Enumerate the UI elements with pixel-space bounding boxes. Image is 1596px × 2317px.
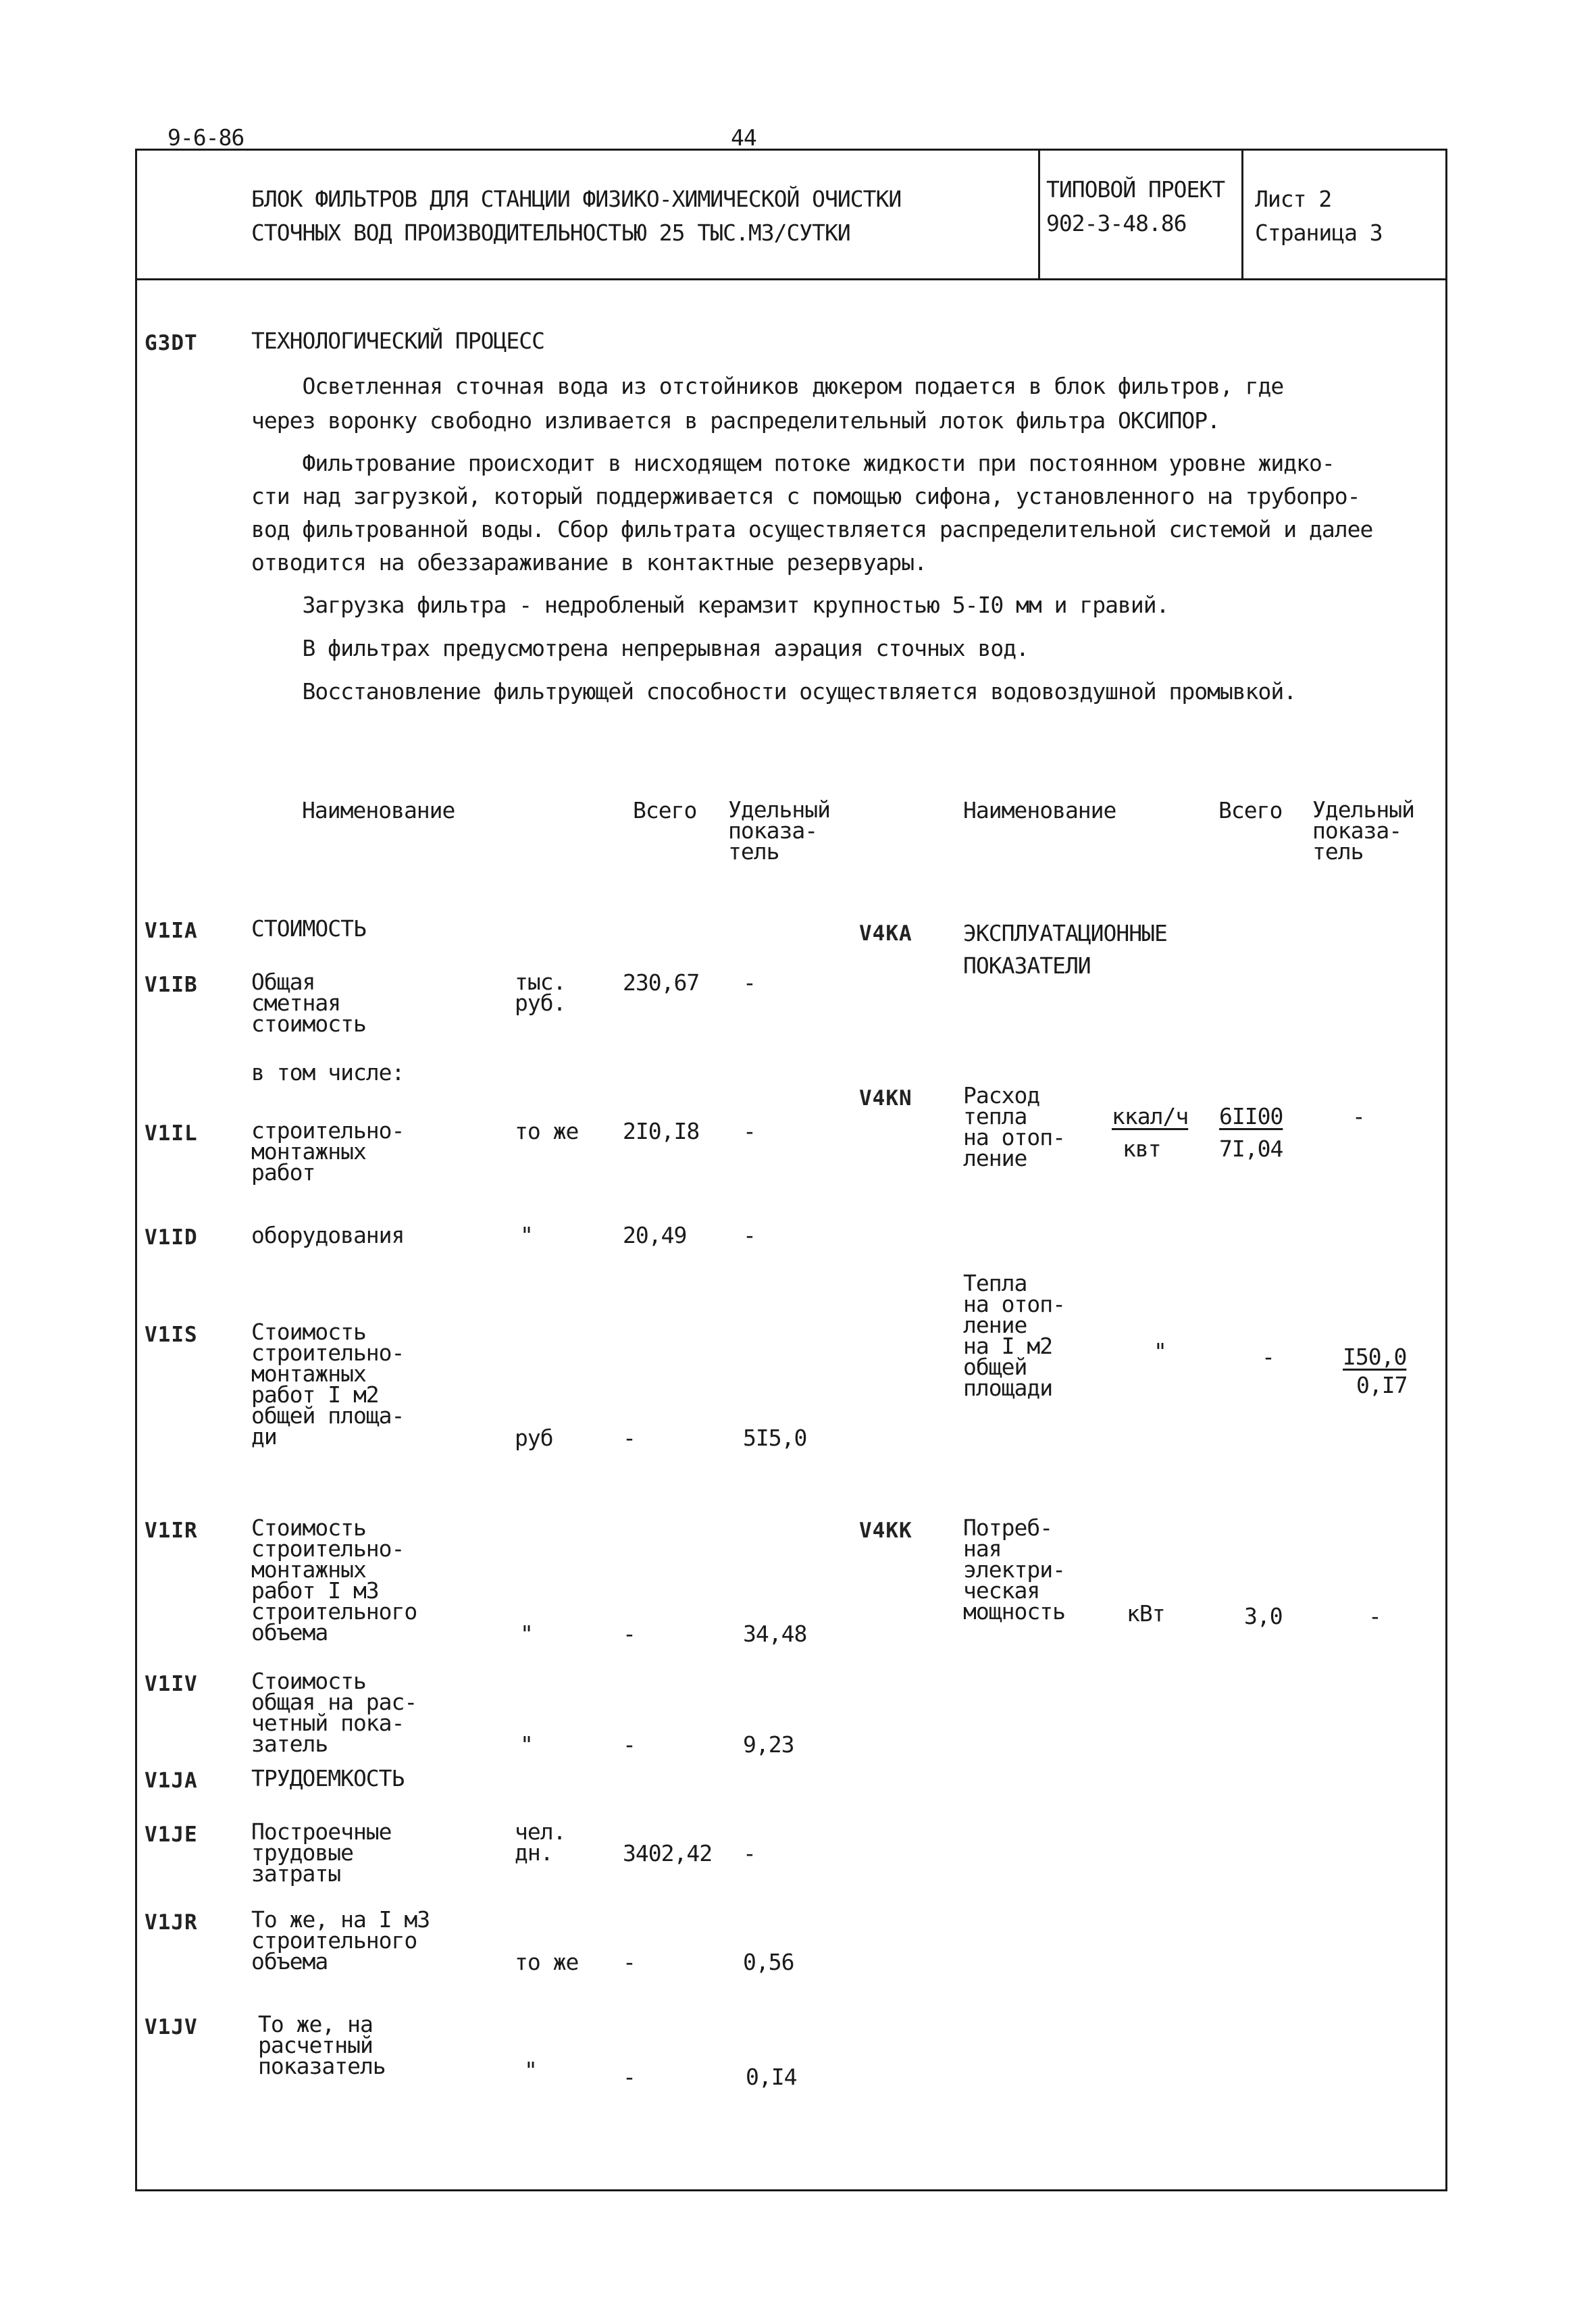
header-title-line1: БЛОК ФИЛЬТРОВ ДЛЯ СТАНЦИИ ФИЗИКО-ХИМИЧЕСКОЙ ОЧИСТКИ [251,186,902,212]
header-col-divider-2 [1241,149,1243,280]
row-name: То же, на расчетный показатель [258,2011,386,2079]
row-name: ЭКСПЛУАТАЦИОННЫЕ ПОКАЗАТЕЛИ [963,920,1167,979]
row-code: V4KK [859,1519,912,1543]
row-specific: 34,48 [743,1621,807,1647]
row-total: 20,49 [623,1222,687,1248]
row-unit-denominator: квт [1123,1136,1161,1162]
row-name: Стоимость строительно- монтажных работ I м3 строительного объема [251,1514,417,1646]
project-number: 902-3-48.86 [1046,210,1187,236]
row-total: - [623,1621,636,1647]
project-label: ТИПОВОЙ ПРОЕКТ [1046,176,1225,203]
page-number: 44 [731,124,756,151]
row-code: V1IA [145,919,198,943]
row-subheading: в том числе: [251,1059,405,1086]
paragraph-3: Загрузка фильтра - недробленый керамзит крупностью 5-I0 мм и гравий. [251,592,1169,618]
paragraph-1-line1: Осветленная сточная вода из отстойников дюкером подается в блок фильтров, где [251,373,1284,399]
row-total: - [623,1425,636,1451]
row-code: V1JV [145,2015,198,2039]
row-specific: - [1368,1603,1381,1629]
row-name: оборудования [251,1222,405,1248]
row-total: 2I0,I8 [623,1118,700,1144]
row-name: Потреб- ная электри- ческая мощность [963,1514,1065,1625]
right-col-specific-header: Удельный показа- тель [1312,796,1414,865]
row-specific-denominator: 0,I7 [1356,1372,1408,1398]
row-code: V1IB [145,973,198,997]
row-specific: - [743,1222,756,1248]
row-name: Расход тепла на отоп- ление [963,1082,1065,1171]
row-code: V1JR [145,1910,198,1935]
row-unit-numerator: ккал/ч [1112,1103,1189,1129]
paragraph-2-line4: отводится на обеззараживание в контактные резервуары. [251,549,927,576]
row-unit: " [520,1731,533,1758]
row-total: 230,67 [623,969,700,996]
left-col-name-header: Наименование [302,797,455,823]
row-specific: - [743,1118,756,1144]
page-indicator: Страница 3 [1255,220,1383,246]
paragraph-1-line2: через воронку свободно изливается в распределительный лоток фильтра ОКСИПОР. [251,407,1220,434]
document-date: 9-6-86 [168,124,244,151]
row-name: Общая сметная стоимость [251,969,366,1037]
row-code: V4KA [859,921,912,946]
left-col-total-header: Всего [633,797,697,823]
row-code: V1IR [145,1519,198,1543]
row-total: 3402,42 [623,1840,713,1866]
right-col-name-header: Наименование [963,797,1116,823]
row-total: - [623,1949,636,1975]
row-unit: " [524,2057,537,2083]
row-code: V1IV [145,1672,198,1696]
row-total: - [1262,1344,1275,1370]
row-unit: " [1154,1338,1166,1365]
paragraph-4: В фильтрах предусмотрена непрерывная аэрация сточных вод. [251,635,1029,661]
row-code: V4KN [859,1086,912,1111]
row-code: V1IL [145,1121,198,1146]
row-name: Стоимость строительно- монтажных работ I м2 общей площа- ди [251,1319,405,1450]
row-unit: " [520,1222,533,1248]
row-unit: руб [515,1425,553,1451]
paragraph-2-line2: сти над загрузкой, который поддерживается с помощью сифона, установленного на трубопро- [251,483,1360,509]
row-unit: " [520,1621,533,1647]
row-name: Тепла на отоп- ление на I м2 общей площади [963,1270,1065,1401]
sheet-number: Лист 2 [1255,186,1332,212]
paragraph-2-line3: вод фильтрованной воды. Сбор фильтрата осуществляется распределительной системой и далее [251,516,1373,542]
row-specific: 5I5,0 [743,1425,807,1451]
row-total-numerator: 6II00 [1219,1103,1283,1129]
row-unit: кВт [1127,1600,1165,1627]
row-name: СТОИМОСТЬ [251,915,366,942]
section-code: G3DT [145,331,198,355]
row-name: Построечные трудовые затраты [251,1818,392,1887]
row-total: - [623,2064,636,2090]
row-name: То же, на I м3 строительного объема [251,1906,430,1975]
row-specific-numerator: I50,0 [1343,1344,1407,1370]
row-code: V1IS [145,1323,198,1347]
left-col-specific-header: Удельный показа- тель [728,796,830,865]
row-unit: то же [515,1118,579,1144]
row-total-denominator: 7I,04 [1219,1136,1283,1162]
paragraph-2-line1: Фильтрование происходит в нисходящем потоке жидкости при постоянном уровне жидко- [251,450,1335,476]
right-col-total-header: Всего [1218,797,1283,823]
row-code: V1ID [145,1225,198,1250]
row-specific: - [743,1840,756,1866]
header-divider [135,278,1447,280]
header-col-divider-1 [1038,149,1040,280]
row-name: строительно- монтажных работ [251,1117,405,1186]
row-specific: - [1352,1103,1365,1129]
row-unit: чел. дн. [515,1818,566,1866]
row-total: - [623,1731,636,1758]
row-code: V1JA [145,1768,198,1793]
section-title: ТЕХНОЛОГИЧЕСКИЙ ПРОЦЕСС [251,328,544,354]
row-specific: - [743,969,756,996]
header-title-line2: СТОЧНЫХ ВОД ПРОИЗВОДИТЕЛЬНОСТЬЮ 25 ТЫС.М3/СУТКИ [251,220,850,246]
row-code: V1JE [145,1823,198,1847]
row-specific: 0,I4 [746,2064,797,2090]
row-unit: тыс. руб. [515,969,566,1016]
row-specific: 9,23 [743,1731,794,1758]
row-unit: то же [515,1949,579,1975]
paragraph-5: Восстановление фильтрующей способности осуществляется водовоздушной промывкой. [251,678,1297,705]
row-total: 3,0 [1244,1603,1283,1629]
row-name: Стоимость общая на рас- четный пока- затель [251,1668,417,1757]
row-name: ТРУДОЕМКОСТЬ [251,1765,405,1791]
row-specific: 0,56 [743,1949,794,1975]
